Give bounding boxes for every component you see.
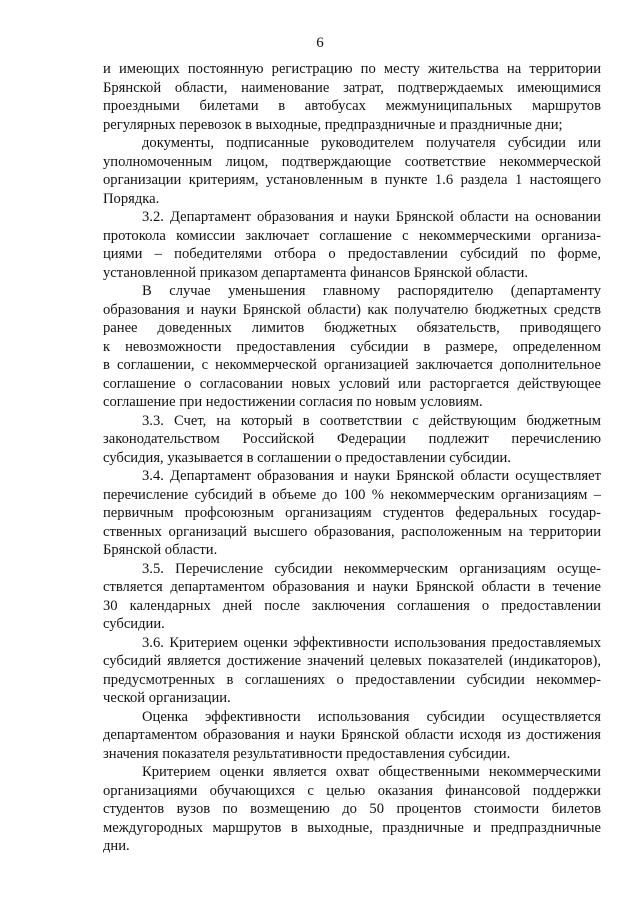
- text-line: субсидий является достижение значений целевых показателей (индикаторов),: [103, 653, 601, 669]
- text-line: дни.: [103, 838, 130, 854]
- document-body: [103, 60, 601, 856]
- text-line: в соглашении, с некоммерческой организацией заключается дополнительное: [103, 357, 601, 373]
- text-line: Брянской области.: [103, 542, 218, 558]
- text-line: первичным профсоюзным организациям студентов федеральных государ-: [103, 505, 601, 521]
- text-line: соглашение при недостижении согласия по новым условиям.: [103, 394, 483, 410]
- text-line: к невозможности предоставления субсидии в размере, определенном: [103, 338, 601, 355]
- text-line: субсидии.: [103, 616, 165, 632]
- text-line: циями – победителями отбора о предоставлении субсидий по форме,: [103, 246, 601, 262]
- page-number: 6: [316, 35, 324, 51]
- text-line: 3.6. Критерием оценки эффективности использования предоставляемых: [142, 634, 601, 651]
- text-line: 3.3. Счет, на который в соответствии с действующим бюджетным: [142, 412, 601, 429]
- text-line: студентов вузов по возмещению до 50 процентов стоимости билетов: [103, 801, 601, 817]
- text-line: организациями обучающихся с целью оказания финансовой поддержки: [103, 782, 601, 799]
- text-line: ческой организации.: [103, 690, 231, 706]
- text-line: соглашение о согласовании новых условий или расторгается действующее: [103, 375, 601, 392]
- text-line: департаментом образования и науки Брянской области исходя из достижения: [103, 727, 601, 743]
- text-line: значения показателя результативности предоставления субсидии.: [103, 745, 511, 762]
- text-line: протокола комиссии заключает соглашение с некоммерческими организа-: [103, 227, 601, 244]
- text-line: установленной приказом департамента финансов Брянской области.: [103, 264, 529, 281]
- text-line: В случае уменьшения главному распорядителю (департаменту: [142, 283, 601, 299]
- text-line: уполномоченным лицом, подтверждающие соответствие некоммерческой: [103, 153, 601, 170]
- text-line: документы, подписанные руководителем получателя субсидии или: [142, 135, 601, 151]
- text-line: образования и науки Брянской области) как получателю бюджетных средств: [103, 301, 601, 318]
- text-line: Брянской области, наименование затрат, подтверждаемых имеющимися: [103, 79, 601, 96]
- text-line: 3.4. Департамент образования и науки Брянской области осуществляет: [142, 468, 601, 484]
- text-line: Критерием оценки является охват общественными некоммерческими: [142, 764, 601, 780]
- text-line: и имеющих постоянную регистрацию по месту жительства на территории: [103, 61, 601, 77]
- text-line: Оценка эффективности использования субсидии осуществляется: [142, 708, 601, 725]
- text-line: предусмотренных в соглашениях о предоставлении субсидии некоммер-: [103, 671, 601, 688]
- text-line: ствляется департаментом образования и науки Брянской области в течение: [103, 579, 601, 595]
- text-line: проездными билетами в автобусах межмуниципальных маршрутов: [103, 98, 601, 114]
- text-line: ранее доведенных лимитов бюджетных обязательств, приводящего: [103, 320, 601, 336]
- text-line: 30 календарных дней после заключения соглашения о предоставлении: [103, 597, 601, 614]
- text-line: междугородных маршрутов в выходные, праздничные и предпраздничные: [103, 819, 601, 836]
- text-line: регулярных перевозок в выходные, предпраздничные и праздничные дни;: [103, 116, 563, 133]
- text-line: ственных организаций высшего образования, расположенным на территории: [103, 523, 601, 540]
- text-line: Порядка.: [103, 190, 160, 207]
- text-line: организации критериям, установленным в пункте 1.6 раздела 1 настоящего: [103, 172, 601, 188]
- text-line: 3.2. Департамент образования и науки Брянской области на основании: [142, 209, 601, 225]
- text-line: субсидия, указывается в соглашении о предоставлении субсидии.: [103, 449, 511, 466]
- text-line: перечисление субсидий в объеме до 100 % некоммерческим организациям –: [103, 486, 601, 503]
- text-line: законодательством Российской Федерации подлежит перечислению: [103, 431, 601, 447]
- text-line: 3.5. Перечисление субсидии некоммерческим организациям осуще-: [142, 560, 601, 577]
